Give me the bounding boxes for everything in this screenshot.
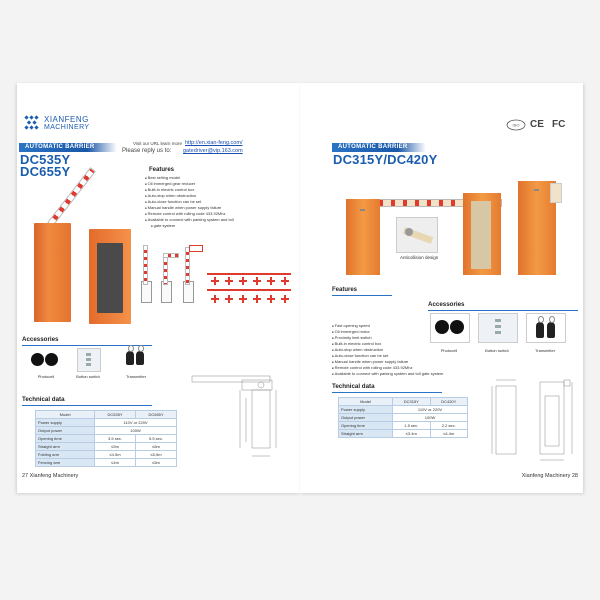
accessory-caption: Button switch (76, 374, 100, 379)
table-cell: DC655Y (136, 411, 177, 419)
feature-item: ■ Oil immerged gear reducer (145, 181, 234, 187)
table-row (339, 406, 468, 414)
table-cell: Output power (36, 427, 95, 435)
feature-item: ■ Built-in electric control box (332, 341, 443, 347)
xianfeng-logo-icon (24, 115, 40, 131)
feature-item: ■ Available to connect with parking system and toll (145, 217, 234, 223)
table-cell: Power supply (339, 406, 393, 414)
accessory-caption: Transmitter (125, 374, 147, 379)
table-cell: Output power (339, 414, 393, 422)
website-link[interactable]: http://en.xian-feng.com/ (185, 140, 243, 146)
table-cell: DC420Y (430, 398, 468, 406)
table-cell: 100W (393, 414, 468, 422)
table-cell: Straight arm (36, 443, 95, 451)
product-banner: AUTOMATIC BARRIER (19, 143, 117, 152)
dimension-drawing (490, 368, 578, 468)
technical-data-title: Technical data (332, 383, 375, 390)
table-cell: Fencing arm (36, 459, 95, 467)
table-cell: Model (36, 411, 95, 419)
accessories-title: Accessories (22, 336, 59, 343)
fcc-mark: FC (552, 119, 566, 130)
feature-item: ■ Best selling model (145, 175, 234, 181)
button-switch-image (478, 313, 518, 343)
table-cell: Opening time (36, 435, 95, 443)
technical-data-rule (22, 405, 152, 406)
right-page (300, 83, 583, 493)
feature-item: ■ Manual handle when power supply failure (145, 205, 234, 211)
accessories-rule (428, 310, 578, 311)
features-title: Features (332, 287, 358, 293)
certification-marks (506, 119, 578, 131)
iso-certification-icon (506, 119, 526, 131)
table-cell: ≤5m (95, 443, 136, 451)
feature-item: ■ gate system (145, 223, 234, 229)
table-row (36, 419, 177, 427)
table-row (36, 435, 177, 443)
table-cell: 110V or 220V (95, 419, 177, 427)
iso-mark-text: ISO (512, 122, 520, 128)
accessory-caption: Button switch (485, 348, 509, 353)
reply-line: Please reply us to: (122, 148, 172, 154)
left-page (17, 83, 300, 493)
table-cell: ≤5m (136, 459, 177, 467)
brand-name: XIANFENG (44, 115, 89, 124)
technical-data-rule (332, 392, 442, 393)
feature-item: ■ Auto-stop when obstruction (332, 347, 443, 353)
accessory-caption: Photocell (37, 374, 55, 379)
table-cell: ≤4.4m (430, 430, 468, 438)
transmitter-image (125, 345, 147, 371)
accessory-caption: Photocell (440, 348, 458, 353)
technical-data-table (35, 410, 177, 467)
anticollision-image (396, 217, 438, 253)
features-list (145, 175, 234, 229)
table-cell: 2.2 sec. (430, 422, 468, 430)
table-row (36, 427, 177, 435)
feature-item: ■ Remote control with rolling code 433.92Mhz (332, 365, 443, 371)
table-cell: Opening time (339, 422, 393, 430)
dimension-drawing (182, 368, 292, 468)
model-title: DC315Y/DC420Y (333, 152, 438, 167)
anticollision-caption: Anticollision design (400, 255, 439, 260)
feature-item: ■ Built-in electric control box (145, 187, 234, 193)
table-cell: Folding arm (36, 451, 95, 459)
barrier-mechanism-image (97, 243, 123, 313)
feature-item: ■ Auto-close function can be set (332, 353, 443, 359)
table-header-row (36, 411, 177, 419)
table-row (36, 451, 177, 459)
table-cell: 1.5 sec. (393, 422, 430, 430)
feature-item: ■ Manual handle when power supply failure (332, 359, 443, 365)
table-cell: DC315Y (393, 398, 430, 406)
feature-item: ■ Proximity limit switch (332, 335, 443, 341)
table-cell: ≤3.4m (393, 430, 430, 438)
table-cell: ≤6m (136, 443, 177, 451)
table-header-row (339, 398, 468, 406)
table-row (339, 430, 468, 438)
table-cell: Power supply (36, 419, 95, 427)
table-cell: 5.5 sec. (136, 435, 177, 443)
table-cell: Model (339, 398, 393, 406)
table-row (36, 443, 177, 451)
table-cell: 110V or 220V (393, 406, 468, 414)
table-row (339, 422, 468, 430)
table-row (339, 414, 468, 422)
accessory-caption: Transmitter (534, 348, 556, 353)
table-cell: DC535Y (95, 411, 136, 419)
page-footer: Xianfeng Machinery 28 (521, 473, 578, 479)
table-cell: 3.5 sec. (95, 435, 136, 443)
barrier-cabinet-image (346, 199, 380, 275)
button-switch-image (77, 348, 101, 372)
email-link[interactable]: gatedriver@vip.163.com (183, 148, 243, 154)
table-cell: ≤4.5m (95, 451, 136, 459)
feature-item: ■ Auto-close function can be set (145, 199, 234, 205)
ce-mark: CE (530, 119, 544, 130)
features-rule (332, 295, 392, 296)
barrier-cabinet-image (34, 223, 71, 322)
table-cell: ≤5.5m (136, 451, 177, 459)
feature-item: ■ Fast opening speed (332, 323, 443, 329)
product-banner: AUTOMATIC BARRIER (332, 143, 426, 152)
table-cell: ≤4m (95, 459, 136, 467)
brand-subtitle: MACHINERY (44, 124, 90, 131)
table-row (36, 459, 177, 467)
page-footer: 27 Xianfeng Machinery (22, 473, 79, 479)
feature-item: ■ Auto-stop when obstruction (145, 193, 234, 199)
fencing-arm-image (207, 267, 295, 323)
features-title: Features (149, 167, 175, 173)
photocell-image (31, 350, 61, 368)
url-line: Visit our URL learn more (133, 141, 183, 146)
accessories-title: Accessories (428, 301, 465, 308)
feature-item: ■ Available to connect with parking system and toll gate system (332, 371, 443, 377)
model-title-2: DC655Y (20, 164, 71, 179)
technical-data-table (338, 397, 468, 438)
table-cell: 100W (95, 427, 177, 435)
arm-variant-fencing-image (179, 243, 201, 303)
features-list (332, 323, 443, 377)
feature-item: ■ Remote control with rolling code 433.92Mhz (145, 211, 234, 217)
table-cell: Straight arm (339, 430, 393, 438)
arm-variant-folding-image (157, 243, 177, 303)
transmitter-image (526, 313, 566, 343)
barrier-open-cabinet-image (463, 193, 501, 275)
arm-variant-straight-image (137, 243, 155, 303)
arm-end-image (550, 183, 562, 203)
technical-data-title: Technical data (22, 396, 65, 403)
feature-item: ■ Oil immerged motor (332, 329, 443, 335)
model-title-1: DC535Y (20, 152, 71, 167)
